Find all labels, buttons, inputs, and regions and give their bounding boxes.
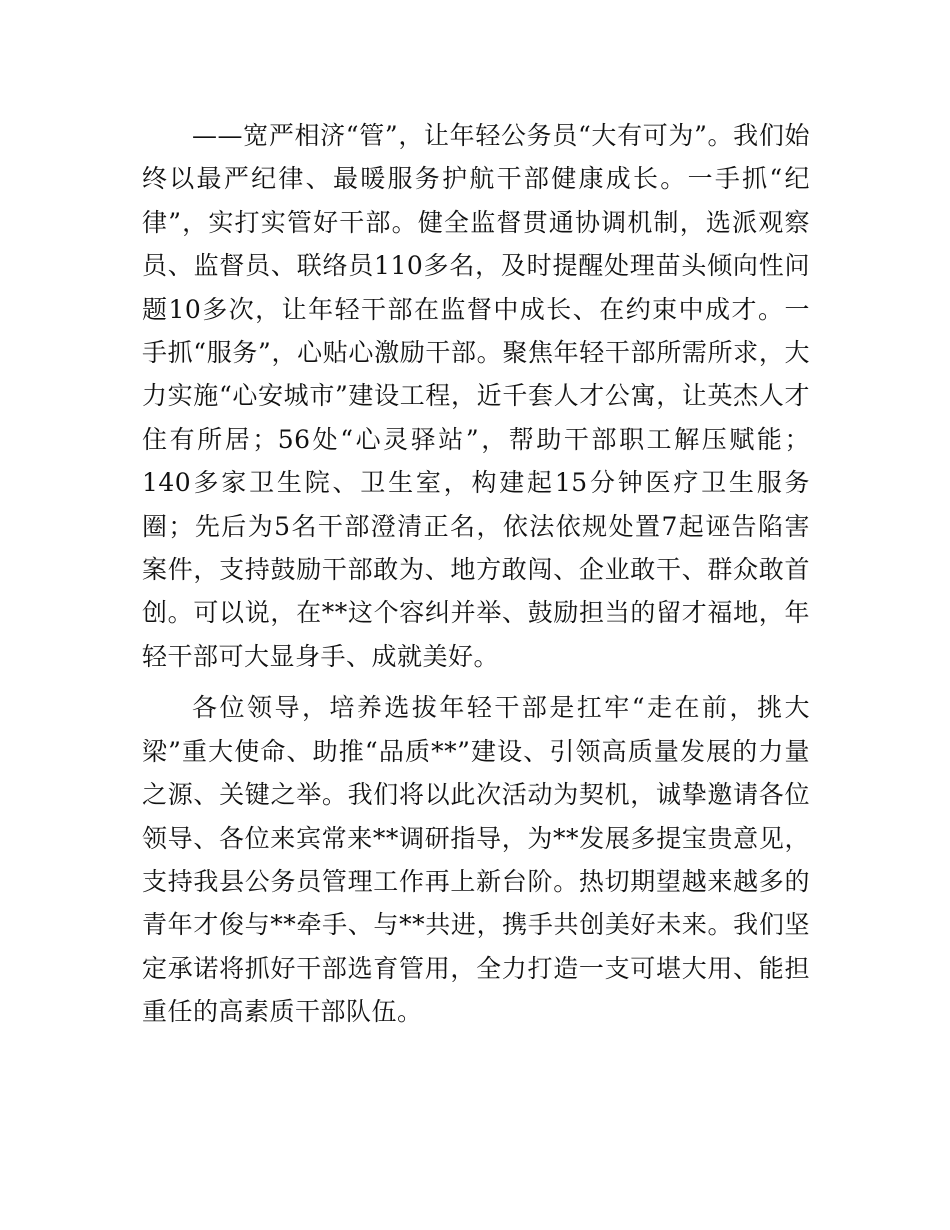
document-body (142, 114, 810, 1034)
paragraph-discipline-service: ——宽严相济“管”，让年轻公务员“大有可为”。我们始终以最严纪律、最暖服务护航干部健康成长。一手抓“纪律”，实打实管好干部。健全监督贯通协调机制，选派观察员、监督员、联络员110多名，及时提醒处理苗头倾向性问题10多次，让年轻干部在监督中成长、在约束中成才。一手抓“服务”，心贴心激励干部。聚焦年轻干部所需所求，大力实施“心安城市”建设工程，近千套人才公寓，让英杰人才住有所居；56处“心灵驿站”，帮助干部职工解压赋能；140多家卫生院、卫生室，构建起15分钟医疗卫生服务圈；先后为5名干部澄清正名，依法依规处置7起诬告陷害案件，支持鼓励干部敢为、地方敢闯、企业敢干、群众敢首创。可以说，在**这个容纠并举、鼓励担当的留才福地，年轻干部可大显身手、成就美好。 (142, 121, 810, 671)
paragraph-closing-remarks: 各位领导，培养选拔年轻干部是扛牢“走在前，挑大梁”重大使命、助推“品质**”建设、引领高质量发展的力量之源、关键之举。我们将以此次活动为契机，诚挚邀请各位领导、各位来宾常来**调研指导，为**发展多提宝贵意见，支持我县公务员管理工作再上新台阶。热切期望越来越多的青年才俊与**牵手、与**共进，携手共创美好未来。我们坚定承诺将抓好干部选育管用，全力打造一支可堪大用、能担重任的高素质干部队伍。 (142, 693, 810, 1027)
